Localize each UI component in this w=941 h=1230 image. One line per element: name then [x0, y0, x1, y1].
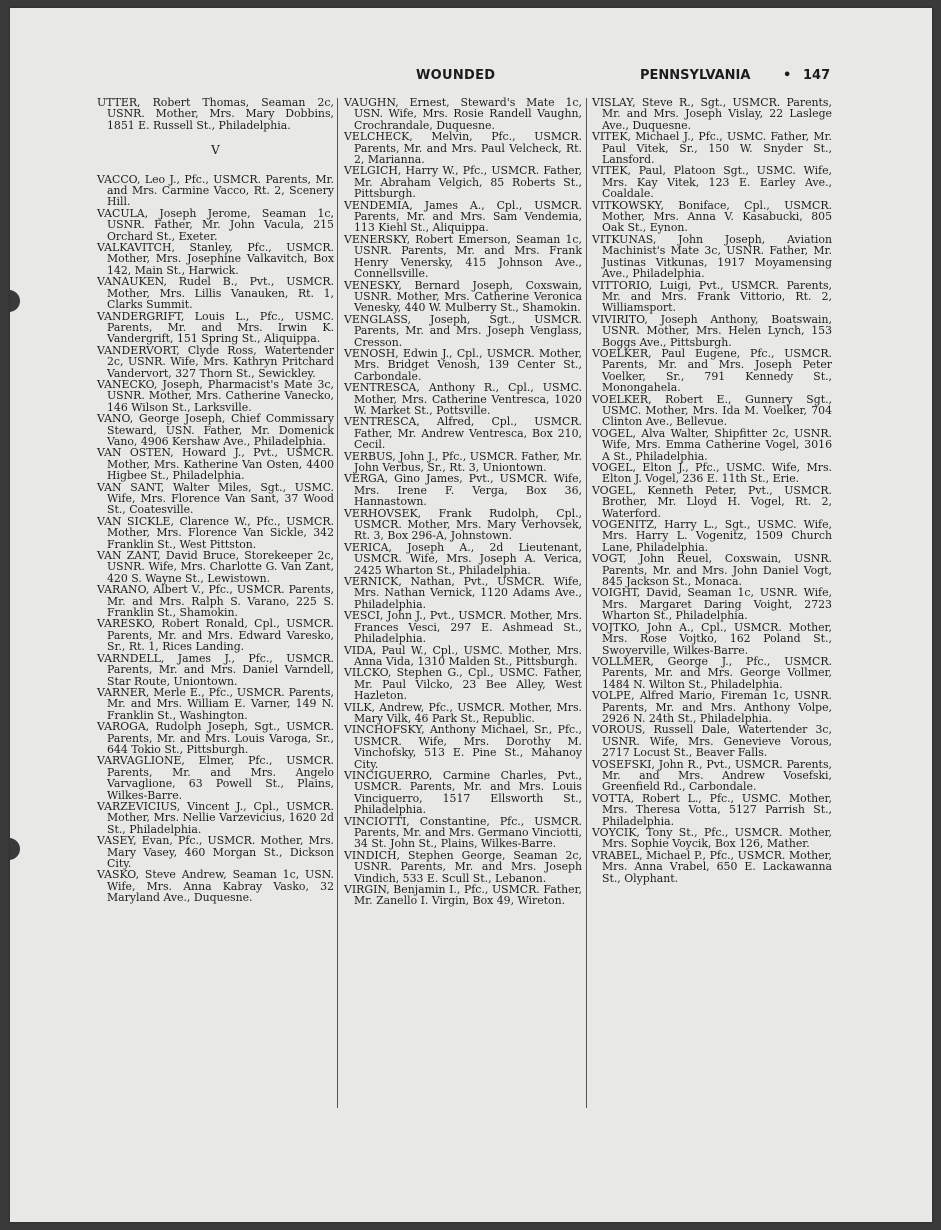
casualty-entry: VANECKO, Joseph, Pharmacist's Mate 3c, USNR. Mother, Mrs. Catherine Vanecko, 146 Wilson St., Larksville. [97, 377, 334, 414]
casualty-entry: VARVAGLIONE, Elmer, Pfc., USMCR. Parents, Mr. and Mrs. Angelo Varvaglione, 63 Powell St., Plains, Wilkes-Barre. [97, 754, 334, 802]
casualty-entry: VOGEL, Alva Walter, Shipfitter 2c, USNR. Wife, Mrs. Emma Catherine Vogel, 3016 A St., Philadelphia. [592, 426, 832, 463]
punch-hole [10, 838, 20, 860]
header-bullet: • [783, 68, 792, 83]
casualty-entry: VOLPE, Alfred Mario, Fireman 1c, USNR. Parents, Mr. and Mrs. Anthony Volpe, 2926 N. 24th St., Philadelphia. [592, 689, 832, 725]
casualty-entry: VENDEMIA, James A., Cpl., USMCR. Parents, Mr. and Mrs. Sam Vendemia, 113 Kiehl St., Aliquippa. [344, 198, 582, 235]
document-page [10, 8, 932, 1222]
casualty-entry: VERNICK, Nathan, Pvt., USMCR. Wife, Mrs. Nathan Vernick, 1120 Adams Ave., Philadelphia. [344, 575, 582, 611]
casualty-entry: VARZEVICIUS, Vincent J., Cpl., USMCR. Mother, Mrs. Nellie Varzevicius, 1620 2d St., Philadelphia. [97, 799, 334, 836]
casualty-entry: VASKO, Steve Andrew, Seaman 1c, USN. Wife, Mrs. Anna Kabray Vasko, 32 Maryland Ave., Duquesne. [97, 868, 334, 905]
casualty-entry: VAROGA, Rudolph Joseph, Sgt., USMCR. Parents, Mr. and Mrs. Louis Varoga, Sr., 644 Tokio St., Pittsburgh. [97, 720, 334, 756]
casualty-entry: VIVIRITO, Joseph Anthony, Boatswain, USNR. Mother, Mrs. Helen Lynch, 153 Boggs Ave., Pittsburgh. [592, 312, 832, 349]
casualty-entry: VERICA, Joseph A., 2d Lieutenant, USMCR. Wife, Mrs. Joseph A. Verica, 2425 Wharton St., Philadelphia. [344, 540, 582, 577]
casualty-entry: VITKOWSKY, Boniface, Cpl., USMCR. Mother, Mrs. Anna V. Kasabucki, 805 Oak St., Eynon. [592, 198, 832, 235]
casualty-entry: VERHOVSEK, Frank Rudolph, Cpl., USMCR. Mother, Mrs. Mary Verhovsek, Rt. 3, Box 296-A, Johnstown. [344, 506, 582, 543]
casualty-entry: VAN OSTEN, Howard J., Pvt., USMCR. Mother, Mrs. Katherine Van Osten, 4400 Higbee St., Philadelphia. [97, 446, 334, 483]
casualty-entry: VARNDELL, James J., Pfc., USMCR. Parents, Mr. and Mrs. Daniel Varndell, Star Route, Uniontown. [97, 651, 334, 688]
casualty-entry: VAUGHN, Ernest, Steward's Mate 1c, USN. Wife, Mrs. Rosie Randell Vaughn, Crochrandale, Duquesne. [344, 96, 582, 132]
casualty-entry: VOROUS, Russell Dale, Watertender 3c, USNR. Wife, Mrs. Genevieve Vorous, 2717 Locust St., Beaver Falls. [592, 723, 832, 760]
casualty-entry: VINCIOTTI, Constantine, Pfc., USMCR. Parents, Mr. and Mrs. Germano Vinciotti, 34 St. John St., Plains, Wilkes-Barre. [344, 814, 582, 851]
casualty-entry: VESCI, John J., Pvt., USMCR. Mother, Mrs. Frances Vesci, 297 E. Ashmead St., Philadelphia. [344, 609, 582, 646]
page-number: 147 [803, 68, 831, 83]
column-2 [344, 97, 582, 907]
casualty-entry: VITEK, Michael J., Pfc., USMC. Father, Mr. Paul Vitek, Sr., 150 W. Snyder St., Lansford. [592, 130, 832, 167]
casualty-entry: VOGEL, Elton J., Pfc., USMC. Wife, Mrs. Elton J. Vogel, 236 E. 11th St., Erie. [592, 461, 832, 486]
casualty-entry: VELCHECK, Melvin, Pfc., USMCR. Parents, Mr. and Mrs. Paul Velcheck, Rt. 2, Marianna. [344, 130, 582, 167]
casualty-entry: VOGENITZ, Harry L., Sgt., USMC. Wife, Mrs. Harry L. Vogenitz, 1509 Church Lane, Philadelphia. [592, 518, 832, 554]
casualty-entry: VARANO, Albert V., Pfc., USMCR. Parents, Mr. and Mrs. Ralph S. Varano, 225 S. Franklin St., Shamokin. [97, 583, 334, 620]
casualty-entry: VALKAVITCH, Stanley, Pfc., USMCR. Mother, Mrs. Josephine Valkavitch, Box 142, Main St., Harwick. [97, 241, 334, 277]
casualty-entry: VOIGHT, David, Seaman 1c, USNR. Wife, Mrs. Margaret Daring Voight, 2723 Wharton St., Philadelphia. [592, 586, 832, 623]
casualty-entry: VARESKO, Robert Ronald, Cpl., USMCR. Parents, Mr. and Mrs. Edward Varesko, Sr., Rt. 1, Rices Landing. [97, 617, 334, 654]
casualty-entry: VIRGIN, Benjamin I., Pfc., USMCR. Father, Mr. Zanello I. Virgin, Box 49, Wireton. [344, 883, 582, 908]
casualty-entry: VELGICH, Harry W., Pfc., USMCR. Father, Mr. Abraham Velgich, 85 Roberts St., Pittsburgh. [344, 164, 582, 201]
state-title: PENNSYLVANIA [640, 68, 751, 83]
column-3 [592, 97, 832, 884]
casualty-entry: VITEK, Paul, Platoon Sgt., USMC. Wife, Mrs. Kay Vitek, 123 E. Earley Ave., Coaldale. [592, 164, 832, 201]
casualty-entry: VANAUKEN, Rudel B., Pvt., USMCR. Mother, Mrs. Lillis Vanauken, Rt. 1, Clarks Summit. [97, 275, 334, 312]
casualty-entry: VAN SANT, Walter Miles, Sgt., USMC. Wife, Mrs. Florence Van Sant, 37 Wood St., Coatesville. [97, 480, 334, 517]
casualty-entry: VENTRESCA, Anthony R., Cpl., USMC. Mother, Mrs. Catherine Ventresca, 1020 W. Market St., Pottsville. [344, 381, 582, 417]
casualty-entry: VISLAY, Steve R., Sgt., USMCR. Parents, Mr. and Mrs. Joseph Vislay, 22 Laslege Ave., Duquesne. [592, 96, 832, 132]
casualty-entry: VACULA, Joseph Jerome, Seaman 1c, USNR. Father, Mr. John Vacula, 215 Orchard St., Exeter. [97, 206, 334, 243]
running-title: WOUNDED [416, 68, 496, 83]
casualty-entry: VERBUS, John J., Pfc., USMCR. Father, Mr. John Verbus, Sr., Rt. 3, Uniontown. [344, 449, 582, 474]
casualty-entry: VERGA, Gino James, Pvt., USMCR. Wife, Mrs. Irene F. Verga, Box 36, Hannastown. [344, 472, 582, 509]
section-letter: V [211, 143, 220, 158]
casualty-entry: VOLLMER, George J., Pfc., USMCR. Parents, Mr. and Mrs. George Vollmer, 1484 N. Wilton St., Philadelphia. [592, 654, 832, 691]
casualty-entry: VINCHOFSKY, Anthony Michael, Sr., Pfc., USMCR. Wife, Mrs. Dorothy M. Vinchofsky, 513 E. Pine St., Mahanoy City. [344, 723, 582, 771]
casualty-entry: UTTER, Robert Thomas, Seaman 2c, USNR. Mother, Mrs. Mary Dobbins, 1851 E. Russell St., Philadelphia. [97, 96, 334, 132]
casualty-entry: VITKUNAS, John Joseph, Aviation Machinist's Mate 3c, USNR. Father, Mr. Justinas Vitkunas, 1917 Moyamensing Ave., Philadelphia. [592, 232, 832, 281]
casualty-entry: VOJTKO, John A., Cpl., USMCR. Mother, Mrs. Rose Vojtko, 162 Poland St., Swoyerville, Wilkes-Barre. [592, 620, 832, 657]
casualty-entry: VOGEL, Kenneth Peter, Pvt., USMCR. Brother, Mr. Lloyd H. Vogel, Rt. 2, Waterford. [592, 483, 832, 520]
casualty-entry: VASEY, Evan, Pfc., USMCR. Mother, Mrs. Mary Vasey, 460 Morgan St., Dickson City. [97, 834, 334, 870]
casualty-entry: VANO, George Joseph, Chief Commissary Steward, USN. Father, Mr. Domenick Vano, 4906 Kershaw Ave., Philadelphia. [97, 412, 334, 448]
casualty-entry: VILCKO, Stephen G., Cpl., USMC. Father, Mr. Paul Vilcko, 23 Bee Alley, West Hazleton. [344, 666, 582, 703]
casualty-entry: VILK, Andrew, Pfc., USMCR. Mother, Mrs. Mary Vilk, 46 Park St., Republic. [344, 700, 582, 725]
casualty-entry: VARNER, Merle E., Pfc., USMCR. Parents, Mr. and Mrs. William E. Varner, 149 N. Franklin St., Washington. [97, 685, 334, 722]
casualty-entry: VIDA, Paul W., Cpl., USMC. Mother, Mrs. Anna Vida, 1310 Malden St., Pittsburgh. [344, 643, 582, 668]
column-1 [97, 97, 334, 904]
casualty-entry: VOYCIK, Tony St., Pfc., USMCR. Mother, Mrs. Sophie Voycik, Box 126, Mather. [592, 826, 832, 851]
casualty-entry: VACCO, Leo J., Pfc., USMCR. Parents, Mr. and Mrs. Carmine Vacco, Rt. 2, Scenery Hill. [97, 172, 334, 209]
casualty-entry: VOELKER, Paul Eugene, Pfc., USMCR. Parents, Mr. and Mrs. Joseph Peter Voelker, Sr., 791 Kennedy St., Monongahela. [592, 346, 832, 395]
casualty-entry: VAN ZANT, David Bruce, Storekeeper 2c, USNR. Wife, Mrs. Charlotte G. Van Zant, 420 S. Wayne St., Lewistown. [97, 549, 334, 585]
casualty-entry: VENGLASS, Joseph, Sgt., USMCR. Parents, Mr. and Mrs. Joseph Venglass, Cresson. [344, 312, 582, 349]
casualty-entry: VENTRESCA, Alfred, Cpl., USMCR. Father, Mr. Andrew Ventresca, Box 210, Cecil. [344, 415, 582, 452]
casualty-entry: VINCIGUERRO, Carmine Charles, Pvt., USMCR. Parents, Mr. and Mrs. Louis Vinciguerro, 1517 Ellsworth St., Philadelphia. [344, 768, 582, 817]
column-divider [586, 98, 587, 1108]
casualty-entry: VINDICH, Stephen George, Seaman 2c, USNR. Parents, Mr. and Mrs. Joseph Vindich, 533 E. Scull St., Lebanon. [344, 848, 582, 885]
casualty-entry: VOTTA, Robert L., Pfc., USMC. Mother, Mrs. Theresa Votta, 5127 Parrish St., Philadelphia. [592, 791, 832, 828]
casualty-entry: VENERSKY, Robert Emerson, Seaman 1c, USNR. Parents, Mr. and Mrs. Frank Henry Venersky, 415 Johnson Ave., Connellsville. [344, 232, 582, 281]
casualty-entry: VITTORIO, Luigi, Pvt., USMCR. Parents, Mr. and Mrs. Frank Vittorio, Rt. 2, Williamsport. [592, 278, 832, 315]
casualty-entry: VOGT, John Reuel, Coxswain, USNR. Parents, Mr. and Mrs. John Daniel Vogt, 845 Jackson St., Monaca. [592, 552, 832, 589]
page-header [10, 68, 932, 88]
casualty-entry: VANDERVORT, Clyde Ross, Watertender 2c, USNR. Wife, Mrs. Kathryn Pritchard Vandervort, 327 Thorn St., Sewickley. [97, 343, 334, 380]
casualty-entry: VENESKY, Bernard Joseph, Coxswain, USNR. Mother, Mrs. Catherine Veronica Venesky, 440 W. Mulberry St., Shamokin. [344, 278, 582, 315]
casualty-entry: VENOSH, Edwin J., Cpl., USMCR. Mother, Mrs. Bridget Venosh, 139 Center St., Carbondale. [344, 346, 582, 383]
casualty-entry: VRABEL, Michael P., Pfc., USMCR. Mother, Mrs. Anna Vrabel, 650 E. Lackawanna St., Olyphant. [592, 848, 832, 885]
casualty-entry: VANDERGRIFT, Louis L., Pfc., USMC. Parents, Mr. and Mrs. Irwin K. Vandergrift, 151 Spring St., Aliquippa. [97, 309, 334, 346]
casualty-entry: VOELKER, Robert E., Gunnery Sgt., USMC. Mother, Mrs. Ida M. Voelker, 704 Clinton Ave., Bellevue. [592, 392, 832, 429]
column-divider [337, 98, 338, 1108]
casualty-entry: VAN SICKLE, Clarence W., Pfc., USMCR. Mother, Mrs. Florence Van Sickle, 342 Franklin St., West Pittston. [97, 514, 334, 551]
punch-hole [10, 290, 20, 312]
casualty-entry: VOSEFSKI, John R., Pvt., USMCR. Parents, Mr. and Mrs. Andrew Vosefski, Greenfield Rd., Carbondale. [592, 757, 832, 794]
